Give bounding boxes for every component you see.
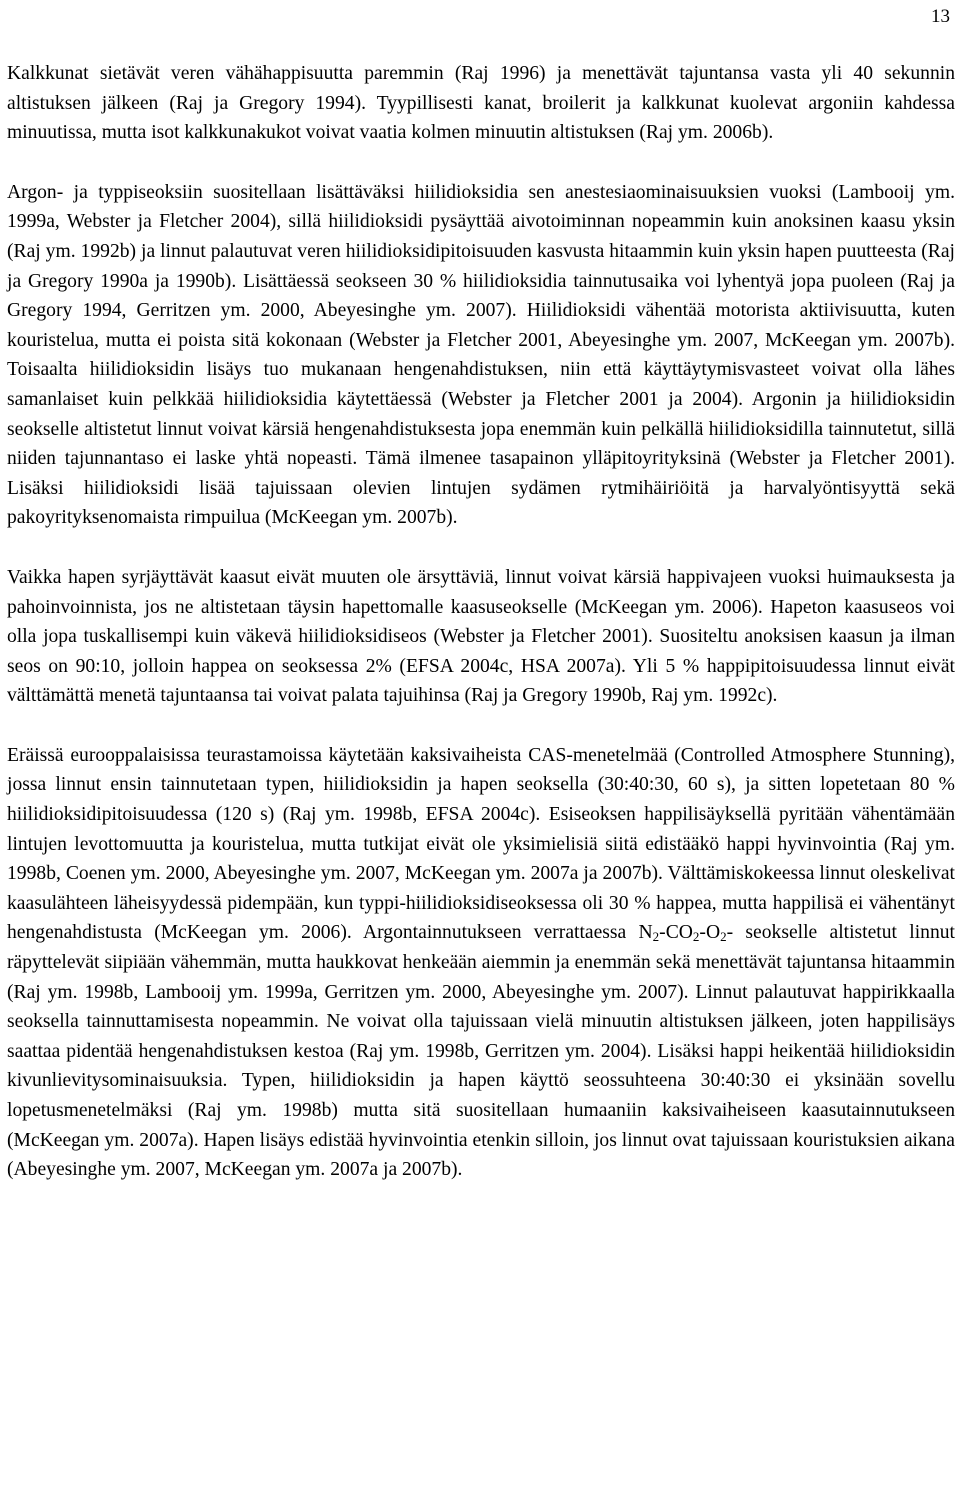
cas-text-before-formula: Eräissä eurooppalaisissa teurastamoissa käytetään kaksivaiheista CAS-menetelmää (Controlled Atmosphere Stunning), jossa linnut ensin tainnutetaan typen, hiilidioksidin ja hapen seoksella (30:40:30, 60 s), ja sitten lopetetaan 80 % hiilidioksidipitoisuudessa (120 s) (Raj ym. 1998b, EFSA 2004c). Esiseoksen happilisäyksellä pyritään vähentämään lintujen levottomuutta ja kouristelua, mutta tutkijat eivät ole yksimielisiä siitä edistääkö happi hyvinvointia (Raj ym. 1998b, Coenen ym. 2000, Abeyesinghe ym. 2007, McKeegan ym. 2007a ja 2007b). Välttämiskokeessa linnut oleskelivat kaasulähteen läheisyydessä pidempään, kun typpi-hiilidioksidiseoksessa oli 30 % happea, mutta happilisä ei vähentänyt hengenahdistusta (McKeegan ym. 2006). Argontainnutukseen verrattaessa — [7, 744, 955, 944]
formula-co: -CO — [659, 922, 693, 944]
formula-n: N — [638, 922, 653, 944]
gas-mixture-formula — [639, 922, 734, 943]
paragraph-turkey-argon: Kalkkunat sietävät veren vähähappisuutta paremmin (Raj 1996) ja menettävät tajuntansa vasta yli 40 sekunnin altistuksen jälkeen (Raj ja Gregory 1994). Tyypillisesti kanat, broilerit ja kalkkunat kuolevat argoniin kahdessa minuutissa, mutta isot kalkkunakukot voivat vaatia kolmen minuutin altistuksen (Raj ym. 2006b). — [7, 63, 955, 144]
cas-text-after-formula: seokselle altistetut linnut räpyttelevät siipiään vähemmän, mutta haukkovat henkeään aiemmin ja enemmän sekä menettävät tajuntansa hitaammin (Raj ym. 1998b, Lambooij ym. 1999a, Gerritzen ym. 2000, Abeyesinghe ym. 2007). Linnut palautuvat happirikkaalla seoksella tainnuttamisesta nopeammin. Ne voivat olla tajuissaan vielä minuutin altistuksen jälkeen, joten happilisäys saattaa pidentää hengenahdistuksen kestoa (Raj ym. 1998b, Gerritzen ym. 2004). Lisäksi happi heikentää hiilidioksidin kivunlievitysominaisuuksia. Typen, hiilidioksidin ja hapen käyttö seossuhteena 30:40:30 ei yksinään sovellu lopetusmenetelmäksi (Raj ym. 1998b) mutta sitä suositellaan humaaniin kaksivaiheiseen kaasutainnutukseen (McKeegan ym. 2007a). Hapen lisäys edistää hyvinvointia etenkin silloin, jos linnut ovat tajuissaan kouristuksien aikana (Abeyesinghe ym. 2007, McKeegan ym. 2007a ja 2007b). — [7, 922, 955, 1181]
formula-tail: - — [726, 922, 734, 944]
document-body — [7, 59, 955, 1185]
formula-n-subscript: 2 — [652, 929, 660, 945]
paragraph-argon-co2-mixtures: Argon- ja typpiseoksiin suositellaan lisättäväksi hiilidioksidia sen anestesiaominaisuuksien vuoksi (Lambooij ym. 1999a, Webster ja Fletcher 2004), sillä hiilidioksidi pysäyttää aivotoiminnan nopeammin kuin anoksinen kaasu yksin (Raj ym. 1992b) ja linnut palautuvat veren hiilidioksidipitoisuuden kasvusta hitaammin kuin yksin hapen puutteesta (Raj ja Gregory 1990a ja 1990b). Lisättäessä seokseen 30 % hiilidioksidia tainnutusaika voi lyhentyä jopa puoleen (Raj ja Gregory 1994, Gerritzen ym. 2000, Abeyesinghe ym. 2007). Hiilidioksidi vähentää motorista aktiivisuutta, kuten kouristelua, mutta ei poista sitä kokonaan (Webster ja Fletcher 2001, Abeyesinghe ym. 2007, McKeegan ym. 2007b). Toisaalta hiilidioksidin lisäys tuo mukanaan hengenahdistuksen, niin että käyttäytymisvasteet voivat olla lähes samanlaiset kuin pelkkää hiilidioksidia käytettäessä (Webster ja Fletcher 2001 ja 2004). Argonin ja hiilidioksidin seokselle altistetut linnut voivat kärsiä hengenahdistuksesta jopa enemmän kuin pelkällä hiilidioksidilla tainnutetut, sillä niiden tajunnantaso ei laske yhtä nopeasti. Tämä ilmenee tasapainon ylläpitoyrityksinä (Webster ja Fletcher 2001). Lisäksi hiilidioksidi lisää tajuissaan olevien lintujen sydämen rytmihäiriöitä ja harvalyöntisyyttä sekä pakoyrityksenomaista rimpuilua (McKeegan ym. 2007b). — [7, 181, 955, 529]
paragraph-anoxic-gases: Vaikka hapen syrjäyttävät kaasut eivät muuten ole ärsyttäviä, linnut voivat kärsiä happivajeen vuoksi huimauksesta ja pahoinvoinnista, jos ne altistetaan täysin hapettomalle kaasuseokselle (McKeegan ym. 2006). Hapeton kaasuseos voi olla jopa tuskallisempi kuin väkevä hiilidioksidiseos (Webster ja Fletcher 2001). Suositeltu anoksisen kaasun ja ilman seos on 90:10, jolloin happea on seoksessa 2% (EFSA 2004c, HSA 2007a). Yli 5 % happipitoisuudessa linnut eivät välttämättä menetä tajuntaansa tai voivat palata tajuihinsa (Raj ja Gregory 1990b, Raj ym. 1992c). — [7, 566, 955, 707]
formula-o-subscript: 2 — [720, 929, 727, 945]
formula-co-subscript: 2 — [692, 929, 700, 945]
formula-o: -O — [699, 922, 721, 944]
page-number: 13 — [931, 6, 950, 27]
paragraph-cas-method — [7, 741, 955, 1185]
